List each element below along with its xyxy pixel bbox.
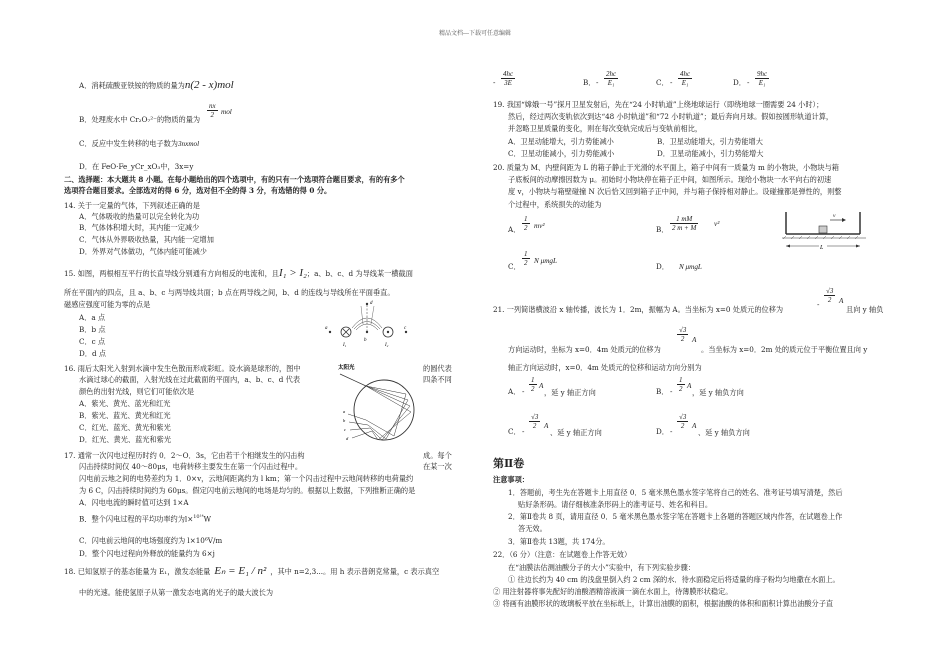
svg-text:d: d <box>346 436 349 441</box>
q15-stem-line1: 15. 如图，两根相互平行的长直导线分别通有方向相反的电流和，且I₁ > I₂；a、b、c、d 为导线某一横截面 <box>64 267 413 279</box>
q14-option-d: D．外界对气体做功，气体内能可能减少 <box>79 247 207 256</box>
q17-option-c: C．闪电前云地间的电场强度约为 l×10⁶V/m <box>79 536 223 545</box>
q15-wire-figure <box>318 298 418 350</box>
q21-stem-line1: 21. 一列简谐横波沿 x 轴传播，波长为 1．2m，振幅为 A。当坐标为 x=0 处质元的位移为 <box>493 305 784 314</box>
svg-text:c: c <box>344 427 346 432</box>
q22-step-1: ① 往边长约为 40 cm 的浅盘里倒入约 2 cm 深的水．待水面稳定后将适量的痱子粉均匀地撒在水面上。 <box>508 575 840 584</box>
q22-step-2: ② 用注射器将事先配好的油酸酒精溶液滴一滴在水面上，待薄膜形状稳定。 <box>493 587 733 596</box>
notice-1-line2: 贴好条形码。请仔细核准条形码上的准考证号、姓名和科目。 <box>518 500 713 509</box>
q17-option-d: D．整个闪电过程向外释放的能量约为 6×j <box>79 549 215 558</box>
q13-option-a: A．消耗硫酸亚铁铵的物质的量为n(2 - x)mol <box>79 79 234 91</box>
svg-text:b: b <box>343 418 346 423</box>
q21-stem-line2-tail: 。当坐标为 x=0．2m 处的质元位于平衡位置且向 y <box>701 345 868 354</box>
q14-option-b: B．气体体积增大时，其内能一定减少 <box>79 223 200 232</box>
q19-stem-line2: 然后，经过两次变轨依次到达“48 小时轨道”和“72 小时轨道”；最后奔向月球。假如按圆形轨道计算， <box>508 112 834 121</box>
notice-2-line1: 2．第Ⅱ卷共 8 页，请用直径 0．5 毫米黑色墨水签字笔在答题卡上各题的答题区域内作答，在试题卷上作 <box>508 512 843 521</box>
q18-label-b: B． <box>583 78 596 87</box>
q14-option-c: C．气体从外界吸收热量，其内能一定增加 <box>79 235 214 244</box>
q18-stem-line2: 中的光速。能使氢原子从第一激发态电离的光子的最大波长为 <box>79 588 274 597</box>
q18-label-c: C． <box>656 78 669 87</box>
q17-stem-line2-right: 在某一次 <box>423 462 452 471</box>
q16-option-d: D．红光、黄光、蓝光和紫光 <box>79 435 172 444</box>
svg-text:I₁: I₁ <box>343 343 347 348</box>
q19-stem-line3: 并忽略卫星质量的变化，则在每次变轨完成后与变轨前相比， <box>508 124 703 133</box>
q17-stem-line1-right: 成。每个 <box>423 451 452 460</box>
page-header: 精品文档---下载可任意编辑 <box>438 30 512 37</box>
fig20-length-label: L <box>820 245 824 251</box>
svg-text:d: d <box>370 301 373 306</box>
svg-text:a: a <box>325 326 328 331</box>
q16-stem-line1-right: 的圆代表 <box>423 364 452 373</box>
q14-stem: 14. 关于一定量的气体，下列叙述正确的是 <box>64 201 200 210</box>
q20-box-figure <box>782 206 866 254</box>
q19-option-b: B．卫星动能增大，引力势能增大 <box>657 137 763 146</box>
q21-stem-line1-tail: 且向 y 轴负 <box>846 305 884 314</box>
q15-stem-line3: 磁感应强度可能为零的点是 <box>64 300 151 309</box>
q22-stem-line2: 在“油膜法估测油酸分子的大小”实验中，有下列实验步骤： <box>508 563 696 572</box>
q20-stem-line1: 20. 质量为 M、内壁间距为 L 的箱子静止于光滑的水平面上，箱子中间有一质量为 m 的小物块，小物块与箱 <box>493 163 839 172</box>
q15-stem-line2: 所在平面内的四点，且 a、b、c 与两导线共面；b 点在两导线之间，b、d 的连线与导线所在平面垂直。 <box>64 288 395 297</box>
q18-stem-line1: 18. 已知氢原子的基态能量为 E₁，激发态能量 Eₙ = E₁ / n² ，其中 n=2,3...。用 h 表示普朗克常量，c 表示真空 <box>64 565 440 577</box>
q13-option-d: D．在 FeO·Fe_yCr_xO₃中，3x=y <box>79 162 194 171</box>
q20-stem-line2: 子底板间的动摩擦因数为 μ。初始时小物块停在箱子正中间，如图所示。现给小物块一水平向右的初速 <box>508 175 832 184</box>
svg-text:a: a <box>343 409 346 414</box>
svg-text:I₂: I₂ <box>385 343 389 348</box>
q16-stem-line2: 水滴过球心的截面，入射光线在过此截面的平面内，a、b、c、d 代表 <box>79 375 301 384</box>
q22-stem-line1: 22．（6 分）（注意：在试题卷上作答无效） <box>493 550 632 559</box>
q20-stem-line4: 个过程中，系统损失的动能为 <box>508 200 602 209</box>
section2-instructions-line1: 二、选择题：本大题共 8 小题。在每小题给出的四个选项中，有的只有一个选项符合题目要求，有的有多个 <box>64 175 405 184</box>
q16-stem-line1: 16. 雨后太阳光入射到水滴中发生色散而形成彩虹。设水滴是球形的，图中 <box>64 364 301 373</box>
q15-option-a: A．a 点 <box>79 313 106 322</box>
q20-stem-line3: 度 v，小物块与箱壁碰撞 N 次后恰又回到箱子正中间，并与箱子保持相对静止。设碰撞都是弹性的，则整 <box>508 187 842 196</box>
notice-3: 3．第Ⅱ卷共 13题，共 174分。 <box>508 537 610 546</box>
fig20-velocity-label: v <box>833 213 836 219</box>
q13-option-b: B．处理废水中 Cr₂O₇²⁻的物质的量为 $\frac{nx}{2}$ mol <box>79 102 232 124</box>
q17-stem-line4: 为 6 C，闪击持续时间约为 60μs。假定闪电前云地间的电场是均匀的。根据以上数据，下列推断正确的是 <box>79 486 416 495</box>
q17-option-a: A．闪电电流的瞬时值可达到 1×A <box>79 498 189 507</box>
notice-heading: 注意事项： <box>493 475 529 484</box>
q15-option-c: C．c 点 <box>79 337 106 346</box>
q17-stem-line2: 闪击持续时间仅 40～80μs，电荷转移主要发生在第一个闪击过程中。 <box>79 462 303 471</box>
notice-2-line2: 答无效。 <box>518 524 547 533</box>
q16-option-b: B．紫光、蓝光、黄光和红光 <box>79 411 171 420</box>
q16-stem-line2-right: 四条不同 <box>423 375 452 384</box>
q17-stem-line3: 闪电前云地之间的电势差约为 1．0×v，云地间距离约为 l km；第一个闪击过程中云地间转移的电荷量约 <box>79 474 414 483</box>
q21-stem-line3: 轴正方向运动时，x=0．4m 处质元的位移和运动方向分别为 <box>508 363 702 372</box>
q16-stem-line3: 颜色的出射光线，则它们可能依次是 <box>79 387 195 396</box>
q21-stem-line2: 方向运动时，坐标为 x=0．4m 处质元的位移为 <box>508 345 661 354</box>
fig16-sunlight-label: 太阳光 <box>338 365 355 371</box>
q19-option-d: D．卫星动能减小，引力势能增大 <box>657 149 764 158</box>
q15-option-b: B．b 点 <box>79 325 106 334</box>
q17-stem-line1: 17. 通常一次闪电过程历时约 0．2～O．3s，它由若干个相继发生的闪击构 <box>64 451 305 460</box>
q18-label-d: D． <box>733 78 746 87</box>
q19-stem-line1: 19. 我国“嫦娥一号”探月卫星发射后，先在“24 小时轨道”上绕地球运行（即绕地球一圈需要 24 小时）； <box>493 100 824 109</box>
q19-option-c: C．卫星动能减小，引力势能减小 <box>508 149 615 158</box>
q17-option-b: B．整个闪电过程的平均功率约为l×$^{10^{14}}$W <box>79 514 211 524</box>
q16-option-c: C．红光、蓝光、黄光和紫光 <box>79 423 171 432</box>
q22-step-3: ③ 将画有油膜形状的玻璃板平放在坐标纸上，计算出油膜的面积，根据油酸的体积和面积计算出油酸分子直 <box>493 599 834 608</box>
q20-option-d: D． N μmgL <box>656 262 702 271</box>
q19-option-a: A．卫星动能增大，引力势能减小 <box>508 137 614 146</box>
notice-1-line1: 1．答题前，考生先在答题卡上用直径 0．5 毫米黑色墨水签字笔将自己的姓名、准考证号填写清楚，然后 <box>508 488 843 497</box>
svg-text:c: c <box>404 326 407 331</box>
q16-option-a: A．紫光、黄光、蓝光和红光 <box>79 399 171 408</box>
part-ii-heading: 第Ⅱ卷 <box>493 457 525 470</box>
q16-raindrop-figure <box>336 362 420 448</box>
q15-option-d: D．d 点 <box>79 349 107 358</box>
section2-instructions-line2: 选项符合题目要求。全部选对的得 6 分，选对但不全的得 3 分，有选错的得 0 分。 <box>64 186 332 195</box>
q13-option-c: C．反应中发生转移的电子数为3nxmol <box>79 139 200 148</box>
q14-option-a: A．气体吸收的热量可以完全转化为功 <box>79 212 200 221</box>
svg-text:b: b <box>364 338 367 343</box>
